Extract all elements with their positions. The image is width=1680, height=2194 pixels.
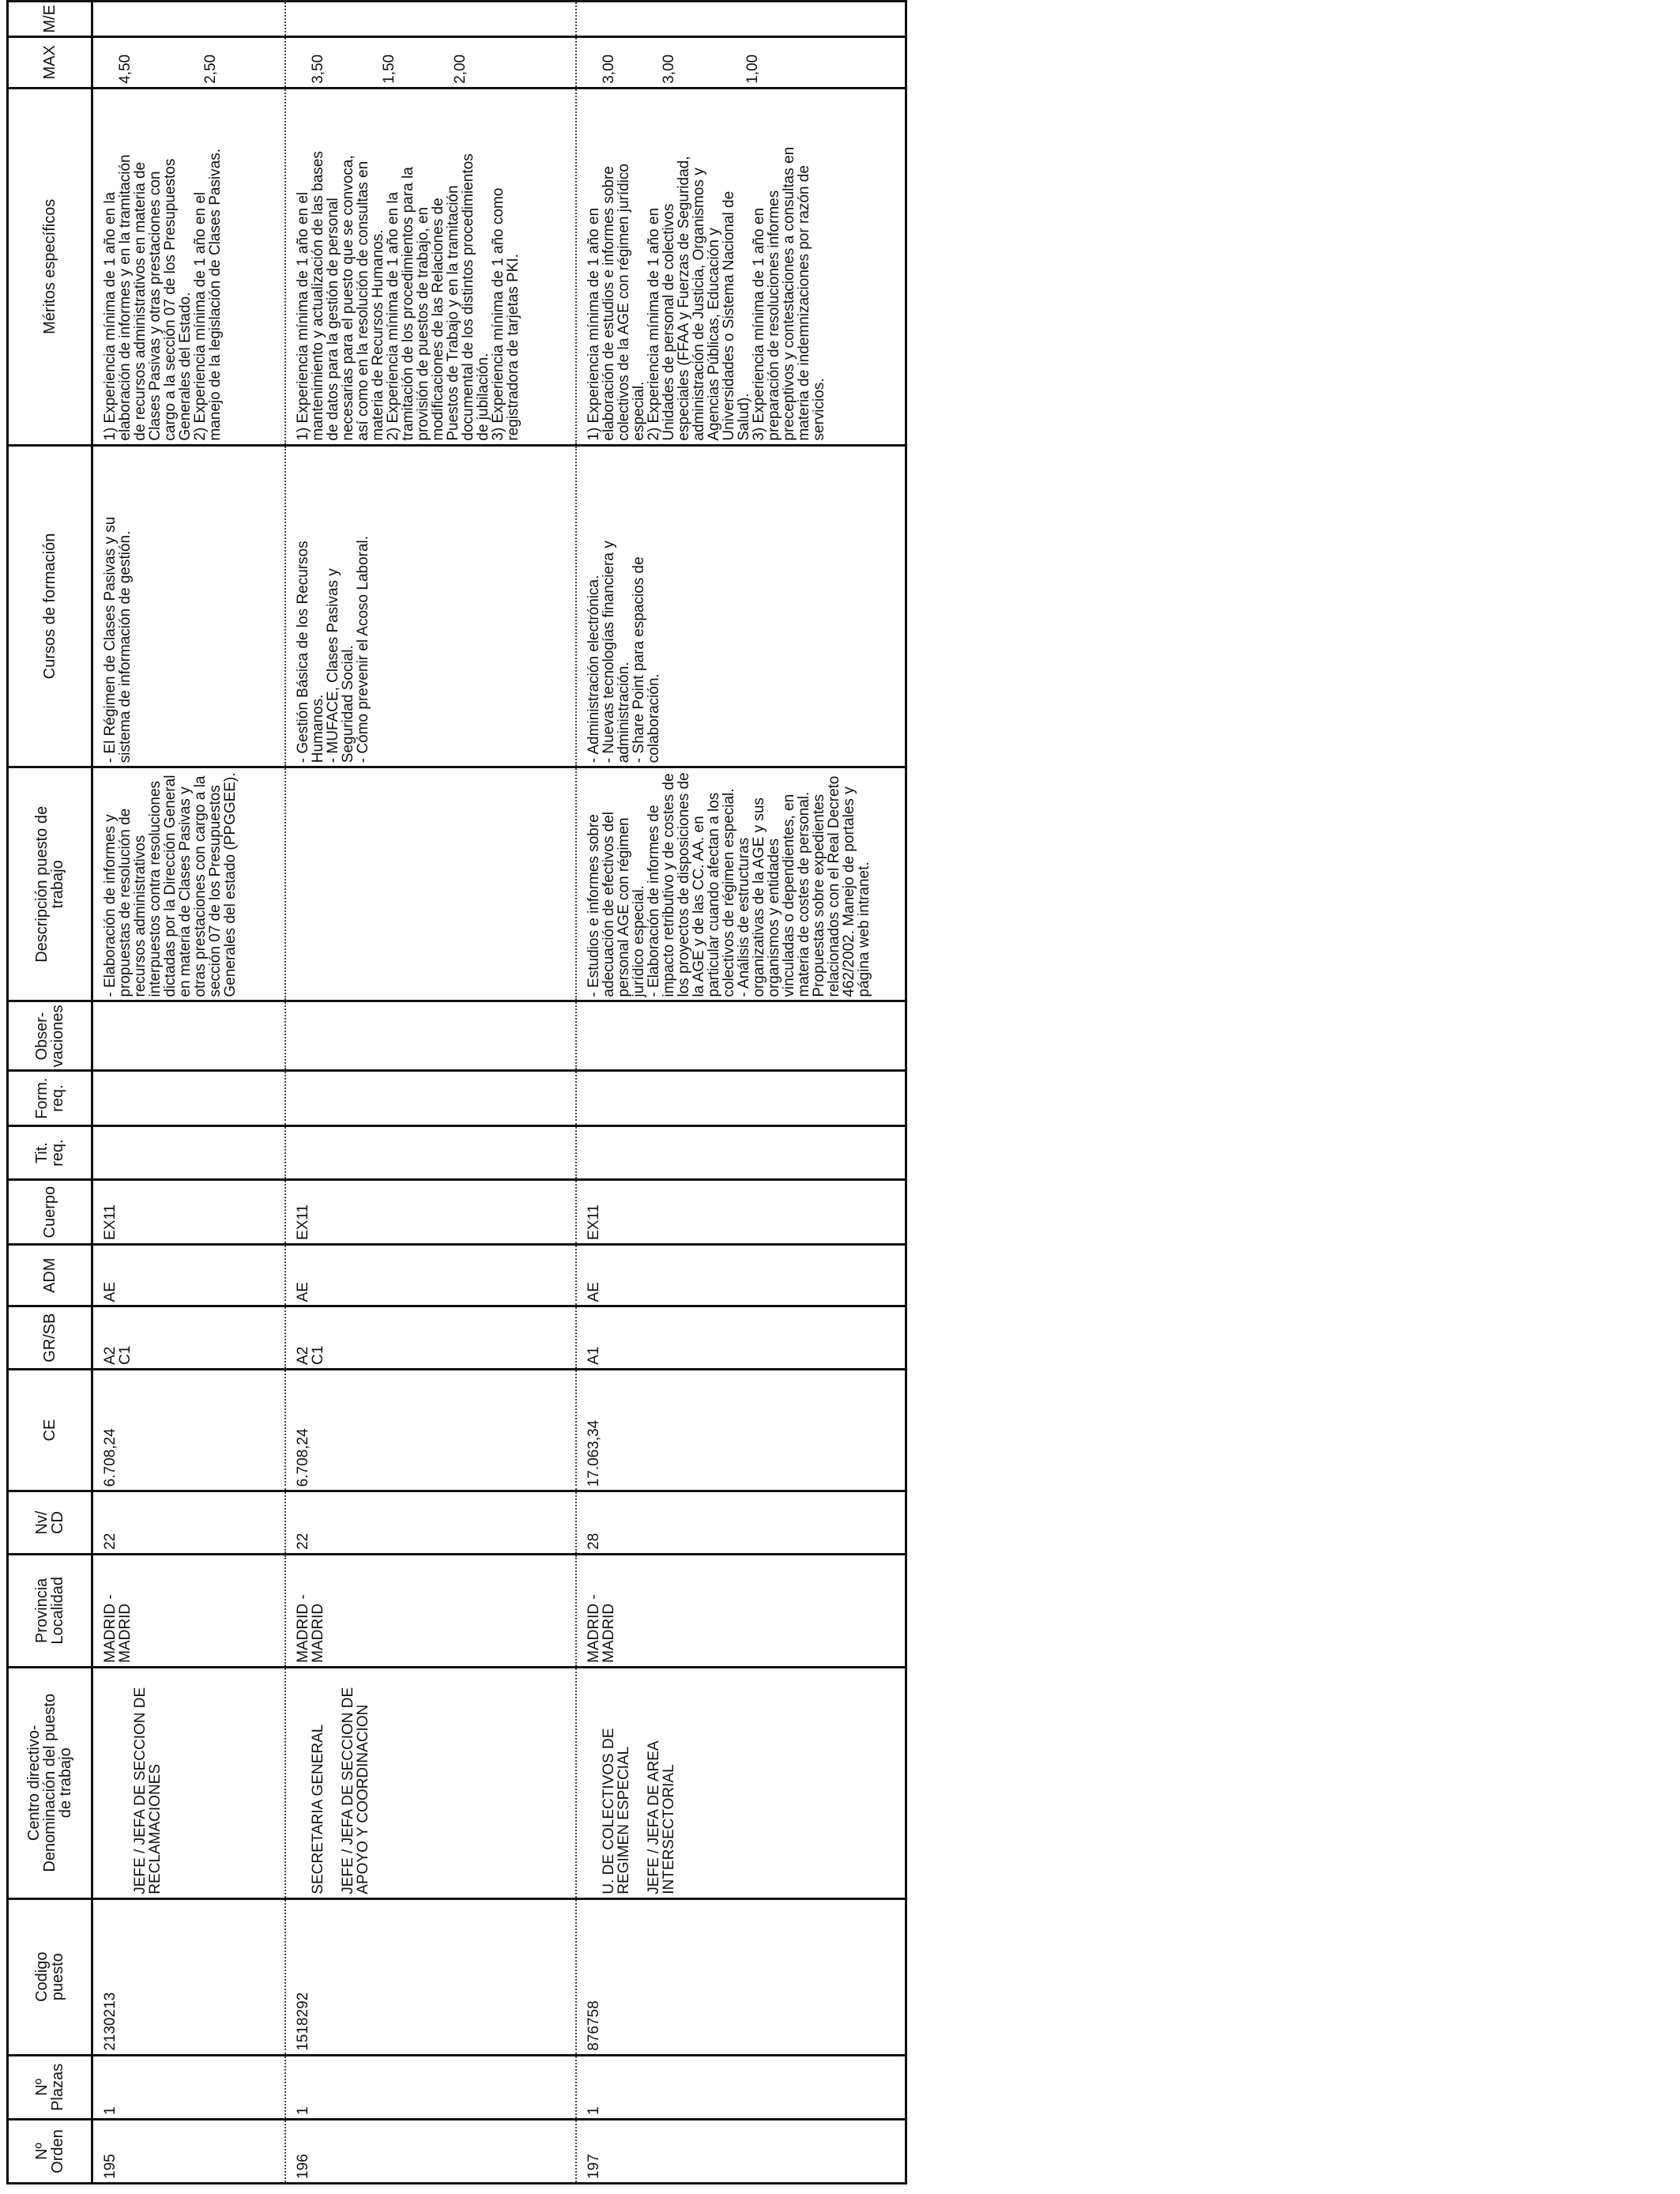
cell-codigo: 876758 <box>576 1898 906 2055</box>
cell-me <box>92 2 285 37</box>
cell-plazas: 1 <box>576 2055 906 2119</box>
max-value: 3,00 <box>660 54 677 84</box>
cell-max <box>285 36 576 88</box>
cell-orden: 195 <box>92 2120 285 2184</box>
header-orden: Nº Orden <box>8 2120 92 2184</box>
cell-max <box>576 36 906 88</box>
cell-grupo: A1 <box>576 1306 906 1369</box>
cell-cuerpo: EX11 <box>576 1180 906 1245</box>
cell-formacion <box>576 1071 906 1125</box>
cell-cursos: - Gestión Básica de los Recursos Humanos. - MUFACE, Clases Pasivas y Seguridad Social. - Cómo prevenir el Acoso Laboral. <box>285 445 576 767</box>
cell-me <box>576 2 906 37</box>
header-codigo: Codigo puesto <box>8 1898 92 2055</box>
cell-centro <box>576 1667 906 1898</box>
cell-meritos: 1) Experiencia mínima de 1 año en el mantenimiento y actualización de las bases de datos para la gestión de personal necesarias para el puesto que se convoca, así como en la resolución de consultas en materia de Recursos Humanos. 2) Experiencia mínima de 1 año en la tramitación de los procedimientos para la provisión de puestos de trabajo, en modificaciones de las Relaciones de Puestos de Trabajo y en la tramitación documental de los distintos procedimientos de jubilación. 3) Experiencia mínima de 1 año como registradora de tarjetas PKI. <box>285 88 576 445</box>
cell-observaciones <box>576 1001 906 1071</box>
max-value: 1,00 <box>744 54 761 84</box>
cell-formacion <box>285 1071 576 1125</box>
header-max: MAX <box>8 36 92 88</box>
header-provincia: Provincia Localidad <box>8 1554 92 1667</box>
cell-codigo: 2130213 <box>92 1898 285 2055</box>
max-value: 2,50 <box>202 54 219 84</box>
cell-descripcion: - Estudios e informes sobre adecuación de efectivos del personal AGE con régimen jurídico especial. - Elaboración de informes de impacto retributivo y de costes de los proyectos de disposiciones de la AGE y de las CC. AA. en particular cuando afectan a los colectivos de régimen especial. - Análisis de estructuras organizativas de la AGE y sus organismos y entidades vinculadas o dependientes, en materia de costes de personal. Propuestas sobre expedientes relacionados con el Real Decreto 462/2002. Manejo de portales y página web intranet. <box>576 767 906 1001</box>
cell-nivel: 22 <box>92 1491 285 1555</box>
max-value: 1,50 <box>380 54 397 84</box>
cell-adm: AE <box>576 1244 906 1306</box>
header-centro: Centro directivo- Denominación del puesto de trabajo <box>8 1667 92 1898</box>
header-descripcion: Descripción puesto de trabajo <box>8 767 92 1001</box>
cell-orden: 196 <box>285 2120 576 2184</box>
cell-meritos: 1) Experiencia mínima de 1 año en la elaboración de informes y en la tramitación de recursos administrativos en materia de Clases Pasivas y otras prestaciones con cargo a la sección 07 de los Presupuestos Generales del Estado. 2) Experiencia mínima de 1 año en el manejo de la legislación de Clases Pasivas. <box>92 88 285 445</box>
cell-cuerpo: EX11 <box>92 1180 285 1245</box>
max-value: 2,00 <box>451 54 469 84</box>
cell-centro <box>92 1667 285 1898</box>
unit-name: SECRETARIA GENERAL <box>309 1724 326 1894</box>
header-grupo: GR/SB <box>8 1306 92 1369</box>
cell-cursos: - Administración electrónica. - Nuevas tecnologías financiera y administración. - Share Point para espacios de colaboración. <box>576 445 906 767</box>
cell-grupo: A2 C1 <box>285 1306 576 1369</box>
cell-titulacion <box>92 1125 285 1179</box>
header-observaciones: Obser- vaciones <box>8 1001 92 1071</box>
cell-codigo: 1518292 <box>285 1898 576 2055</box>
cell-max <box>92 36 285 88</box>
cell-adm: AE <box>92 1244 285 1306</box>
cell-provincia: MADRID - MADRID <box>92 1554 285 1667</box>
cell-ce: 17.063,34 <box>576 1369 906 1491</box>
cell-formacion <box>92 1071 285 1125</box>
unit-name: U. DE COLECTIVOS DE REGIMEN ESPECIAL <box>600 1728 632 1894</box>
cell-me <box>285 2 576 37</box>
table-row <box>576 2 906 2184</box>
position-name: JEFE / JEFA DE SECCION DE RECLAMACIONES <box>132 1687 164 1894</box>
header-adm: ADM <box>8 1244 92 1306</box>
max-value: 3,50 <box>309 54 326 84</box>
header-titulacion: Tit. req. <box>8 1125 92 1179</box>
cell-orden: 197 <box>576 2120 906 2184</box>
table-row <box>285 2 576 2184</box>
header-cuerpo: Cuerpo <box>8 1180 92 1245</box>
header-cursos: Cursos de formación <box>8 445 92 767</box>
cell-adm: AE <box>285 1244 576 1306</box>
header-meritos: Méritos específicos <box>8 88 92 445</box>
cell-cuerpo: EX11 <box>285 1180 576 1245</box>
position-name: JEFE / JEFA DE SECCION DE APOYO Y COORDINACION <box>339 1687 371 1894</box>
header-ce: CE <box>8 1369 92 1491</box>
cell-observaciones <box>92 1001 285 1071</box>
cell-nivel: 22 <box>285 1491 576 1555</box>
cell-provincia: MADRID - MADRID <box>576 1554 906 1667</box>
cell-ce: 6.708,24 <box>92 1369 285 1491</box>
max-value: 3,00 <box>600 54 617 84</box>
cell-descripcion <box>285 767 576 1001</box>
header-plazas: Nº Plazas <box>8 2055 92 2119</box>
cell-centro <box>285 1667 576 1898</box>
cell-nivel: 28 <box>576 1491 906 1555</box>
header-formacion: Form. req. <box>8 1071 92 1125</box>
cell-descripcion: - Elaboración de informes y propuestas de resolución de recursos administrativos interpuestos contra resoluciones dictadas por la Dirección General en materia de Clases Pasivas y otras prestaciones con cargo a la sección 07 de los Presupuestos Generales del estado (PPGGEE). <box>92 767 285 1001</box>
header-nivel: Nv/ CD <box>8 1491 92 1555</box>
cell-plazas: 1 <box>285 2055 576 2119</box>
job-positions-table <box>6 0 907 2185</box>
header-me: M/E <box>8 2 92 37</box>
cell-meritos: 1) Experiencia mínima de 1 año en elaboración de estudios e informes sobre colectivos de la AGE con régimen jurídico especial. 2) Experiencia mínima de 1 año en Unidades de personal de colectivos especiales (FFAA y Fuerzas de Seguridad, administración de Justicia, Organismos y Agencias Públicas, Educación y Universidades o Sistema Nacional de Salud). 3) Experiencia mínima de 1 año en preparación de resoluciones informes preceptivos y contestaciones a consultas en materia de indemnizaciones por razón de servicios. <box>576 88 906 445</box>
cell-provincia: MADRID - MADRID <box>285 1554 576 1667</box>
cell-cursos: - El Régimen de Clases Pasivas y su sistema de información de gestión. <box>92 445 285 767</box>
table-row <box>92 2 285 2184</box>
cell-observaciones <box>285 1001 576 1071</box>
cell-titulacion <box>576 1125 906 1179</box>
header-row <box>8 2 92 2184</box>
cell-grupo: A2 C1 <box>92 1306 285 1369</box>
cell-titulacion <box>285 1125 576 1179</box>
cell-ce: 6.708,24 <box>285 1369 576 1491</box>
cell-plazas: 1 <box>92 2055 285 2119</box>
max-value: 4,50 <box>117 54 134 84</box>
position-name: JEFE / JEFA DE AREA INTERSECTORIAL <box>645 1740 677 1894</box>
